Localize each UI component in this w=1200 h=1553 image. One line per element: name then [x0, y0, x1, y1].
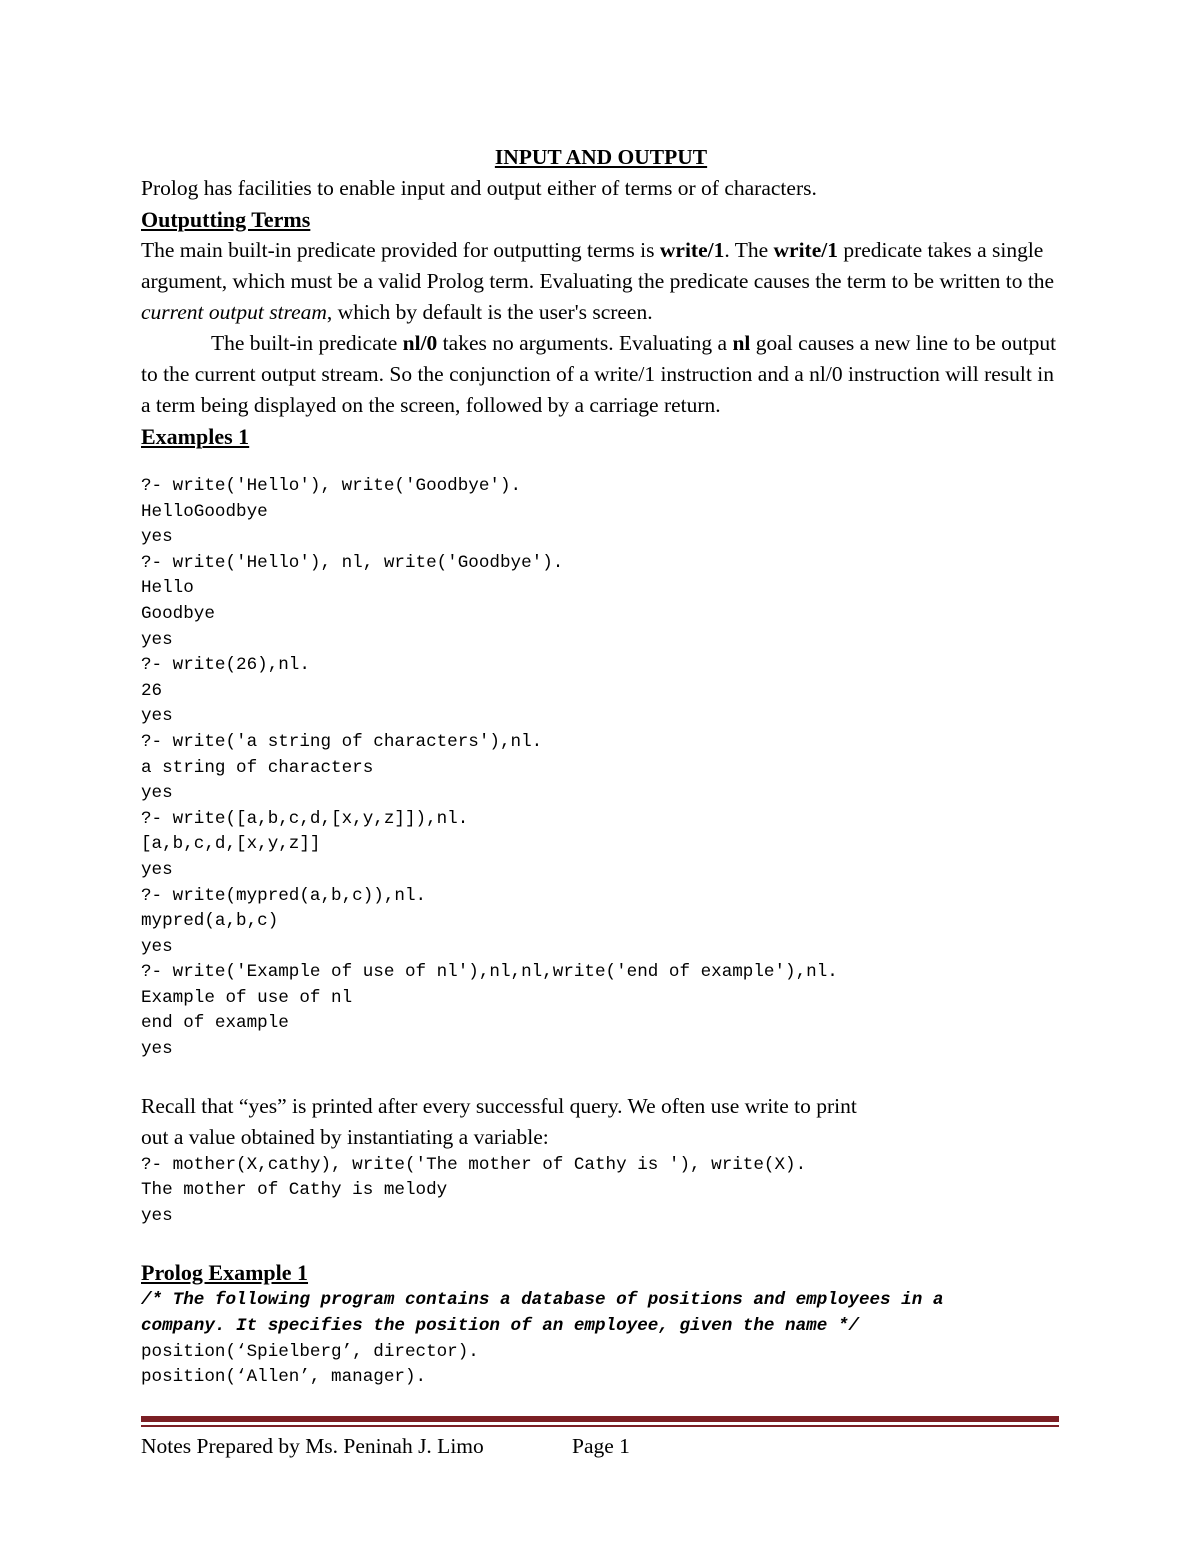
page-content	[141, 142, 1061, 1391]
code-line: Example of use of nl	[141, 987, 353, 1008]
code-line: ?- write(26),nl.	[141, 655, 310, 676]
spacer	[141, 1063, 1061, 1091]
code-line: yes	[141, 783, 173, 804]
code-line: mypred(a,b,c)	[141, 911, 279, 932]
recall-code-block	[141, 1153, 1061, 1230]
footer-rule-thin	[141, 1425, 1059, 1427]
recall-line: out a value obtained by instantiating a variable:	[141, 1124, 549, 1149]
bold-term: nl	[732, 331, 751, 355]
text-run: The main built-in predicate provided for outputting terms is	[141, 238, 660, 262]
prolog-program-block	[141, 1288, 1061, 1390]
spacer	[141, 1229, 1061, 1257]
page-title: INPUT AND OUTPUT	[494, 145, 708, 169]
paragraph-write	[141, 235, 1061, 328]
code-line: yes	[141, 1039, 173, 1060]
code-line: ?- write('Example of use of nl'),nl,nl,write('end of example'),nl.	[141, 962, 838, 983]
code-line: end of example	[141, 1013, 289, 1034]
examples-code-block	[141, 474, 1061, 1063]
code-line: Goodbye	[141, 603, 215, 624]
code-line: The mother of Cathy is melody	[141, 1180, 448, 1201]
code-line: ?- write('Hello'), nl, write('Goodbye').	[141, 552, 564, 573]
code-line: ?- write('Hello'), write('Goodbye').	[141, 476, 522, 496]
text-run: takes no arguments. Evaluating a	[437, 331, 733, 355]
intro-paragraph: Prolog has facilities to enable input and output either of terms or of characters.	[141, 176, 817, 200]
text-run: predicate takes a single argument, which must be a valid Prolog term. Evaluating the predicate causes the term to be written to the	[141, 238, 1055, 293]
code-comment-line: company. It specifies the position of an employee, given the name */	[141, 1316, 859, 1337]
spacer	[141, 452, 1061, 474]
footer-rule-thick	[141, 1416, 1059, 1422]
paragraph-nl	[141, 328, 1061, 421]
bold-term: write/1	[773, 238, 838, 262]
code-line: yes	[141, 1205, 173, 1226]
bold-term: write/1	[659, 238, 725, 262]
code-line: yes	[141, 936, 173, 957]
code-line: ?- mother(X,cathy), write('The mother of Cathy is '), write(X).	[141, 1154, 807, 1175]
footer-page-number: Page 1	[572, 1434, 630, 1458]
code-line: HelloGoodbye	[141, 501, 268, 522]
section-heading-outputting-terms: Outputting Terms	[141, 207, 311, 232]
bold-term: nl/0	[402, 331, 438, 355]
code-line: a string of characters	[141, 757, 374, 778]
code-line: yes	[141, 706, 173, 727]
section-heading-examples: Examples 1	[141, 424, 250, 449]
recall-line: Recall that “yes” is printed after every successful query. We often use write to print	[141, 1093, 857, 1118]
code-line: yes	[141, 527, 173, 548]
code-line: [a,b,c,d,[x,y,z]]	[141, 834, 321, 855]
text-run: The built-in predicate	[211, 331, 403, 355]
footer-author: Notes Prepared by Ms. Peninah J. Limo	[141, 1434, 484, 1458]
text-run: goal causes a new line to be output to the current output stream. So the conjunction of a write/1 instruction and a nl/0 instruction will result in a term being displayed on the screen, followed by a carriage return.	[141, 331, 1057, 417]
text-run: , which by default is the user's screen.	[326, 300, 653, 324]
section-heading-prolog-example: Prolog Example 1	[141, 1260, 309, 1286]
text-run: . The	[724, 238, 774, 262]
code-line: ?- write(mypred(a,b,c)),nl.	[141, 885, 427, 906]
code-line: ?- write([a,b,c,d,[x,y,z]]),nl.	[141, 808, 469, 829]
code-line: yes	[141, 859, 173, 880]
italic-term: current output stream	[141, 300, 327, 324]
code-line: position(‘Allen’, manager).	[141, 1367, 427, 1388]
code-line: ?- write('a string of characters'),nl.	[141, 731, 543, 752]
code-comment-line: /* The following program contains a database of positions and employees in a	[141, 1290, 944, 1311]
code-line: position(‘Spielberg’, director).	[141, 1341, 479, 1362]
code-line: yes	[141, 629, 173, 650]
code-line: 26	[141, 680, 163, 701]
code-line: Hello	[141, 578, 194, 599]
footer-rule	[141, 1416, 1059, 1427]
